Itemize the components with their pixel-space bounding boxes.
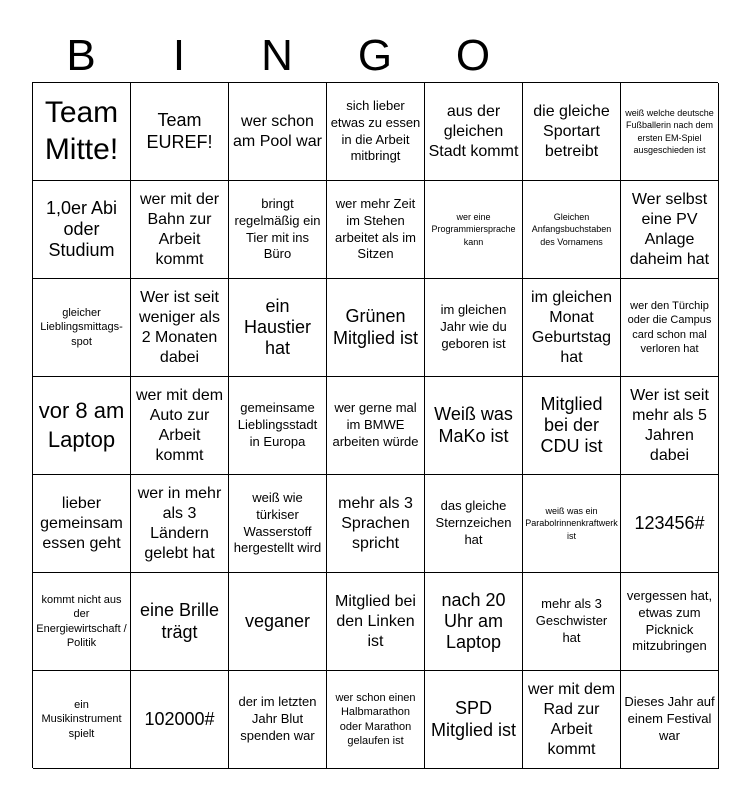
cell-text: die gleiche Sportart betreibt — [533, 102, 610, 160]
bingo-cell[interactable] — [131, 475, 229, 573]
cell-text: wer mehr Zeit im Stehen arbeitet als im Sitzen — [335, 195, 416, 262]
cell-text: 102000# — [144, 708, 215, 729]
cell-text: vergessen hat, etwas zum Picknick mitzubringen — [626, 587, 713, 654]
cell-text: veganer — [244, 610, 311, 631]
cell-text: Team EUREF! — [146, 110, 213, 152]
cell-text: gleicher Lieblingsmittags-spot — [40, 307, 123, 348]
cell-text: aus der gleichen Stadt kommt — [428, 102, 519, 160]
cell-text: Wer ist seit mehr als 5 Jahren dabei — [630, 386, 709, 464]
bingo-cell[interactable] — [229, 671, 327, 769]
header-letter-n: N — [261, 31, 293, 80]
cell-text: mehr als 3 Sprachen spricht — [338, 494, 413, 552]
bingo-cell[interactable] — [131, 83, 229, 181]
bingo-cell[interactable] — [327, 181, 425, 279]
bingo-cell[interactable] — [621, 181, 719, 279]
bingo-cell[interactable] — [327, 279, 425, 377]
cell-text: SPD Mitglied ist — [430, 698, 517, 740]
cell-text: weiß welche deutsche Fußballerin nach dem ersten EM-Spiel ausgeschieden ist — [625, 108, 714, 155]
cell-text: lieber gemeinsam essen geht — [40, 494, 123, 552]
bingo-cell[interactable] — [523, 475, 621, 573]
cell-text: bringt regelmäßig ein Tier mit ins Büro — [234, 195, 321, 262]
cell-text: eine Brille trägt — [139, 600, 220, 642]
cell-text: wer den Türchip oder die Campus card schon mal verloren hat — [627, 299, 712, 355]
bingo-cell[interactable] — [621, 83, 719, 181]
bingo-cell[interactable] — [523, 671, 621, 769]
cell-text: Grünen Mitglied ist — [332, 306, 419, 348]
cell-text: im gleichen Monat Geburtstag hat — [531, 288, 612, 366]
cell-text: im gleichen Jahr wie du geboren ist — [440, 302, 507, 351]
bingo-cell[interactable] — [229, 475, 327, 573]
bingo-cell[interactable] — [523, 377, 621, 475]
bingo-cell[interactable] — [425, 475, 523, 573]
header-letter-b: B — [66, 31, 96, 80]
cell-text: vor 8 am Laptop — [38, 397, 125, 452]
cell-text: 1,0er Abi oder Studium — [45, 197, 118, 261]
bingo-cell[interactable] — [621, 377, 719, 475]
header-letter-o: O — [455, 31, 491, 80]
bingo-cell[interactable] — [621, 671, 719, 769]
bingo-cell[interactable] — [523, 83, 621, 181]
bingo-cell[interactable] — [523, 181, 621, 279]
bingo-cell[interactable] — [33, 377, 131, 475]
bingo-cell[interactable] — [327, 671, 425, 769]
cell-text: wer eine Programmiersprache kann — [431, 212, 516, 247]
cell-text: wer mit dem Auto zur Arbeit kommt — [135, 386, 224, 464]
cell-text: wer mit der Bahn zur Arbeit kommt — [139, 190, 220, 268]
bingo-cell[interactable] — [131, 181, 229, 279]
cell-text: Wer selbst eine PV Anlage daheim hat — [629, 190, 710, 268]
bingo-cell[interactable] — [229, 279, 327, 377]
bingo-cell[interactable] — [425, 671, 523, 769]
bingo-header — [32, 30, 718, 82]
cell-text: 123456# — [634, 512, 705, 533]
bingo-cell[interactable] — [327, 573, 425, 671]
cell-text: sich lieber etwas zu essen in die Arbeit mitbringt — [330, 97, 421, 164]
bingo-cell[interactable] — [33, 573, 131, 671]
cell-text: mehr als 3 Geschwister hat — [535, 596, 608, 645]
cell-text: ein Haustier hat — [243, 295, 312, 359]
bingo-cell[interactable] — [621, 573, 719, 671]
cell-text: ein Musikinstrument spielt — [41, 699, 122, 740]
bingo-cell[interactable] — [523, 573, 621, 671]
bingo-cell[interactable] — [33, 83, 131, 181]
cell-text: Mitglied bei den Linken ist — [335, 592, 416, 650]
cell-text: wer mit dem Rad zur Arbeit kommt — [527, 680, 616, 758]
cell-text: Wer ist seit weniger als 2 Monaten dabei — [139, 288, 220, 366]
bingo-cell[interactable] — [229, 83, 327, 181]
cell-text: Team Mitte! — [44, 95, 119, 166]
cell-text: wer schon am Pool war — [233, 112, 322, 150]
cell-text: der im letzten Jahr Blut spenden war — [238, 694, 317, 743]
cell-text: Gleichen Anfangsbuchstaben des Vornamens — [531, 212, 612, 247]
bingo-cell[interactable] — [425, 377, 523, 475]
cell-text: Weiß was MaKo ist — [434, 404, 513, 446]
cell-text: gemeinsame Lieblingsstadt in Europa — [237, 400, 318, 449]
bingo-cell[interactable] — [425, 83, 523, 181]
cell-text: wer in mehr als 3 Ländern gelebt hat — [137, 484, 222, 562]
bingo-cell[interactable] — [33, 279, 131, 377]
bingo-cell[interactable] — [425, 181, 523, 279]
bingo-cell[interactable] — [229, 573, 327, 671]
header-letter-i: I — [172, 31, 186, 80]
cell-text: Mitglied bei der CDU ist — [540, 393, 603, 457]
bingo-cell[interactable] — [33, 671, 131, 769]
bingo-cell[interactable] — [327, 83, 425, 181]
bingo-cell[interactable] — [131, 573, 229, 671]
cell-text: wer gerne mal im BMWE arbeiten würde — [332, 400, 419, 449]
bingo-cell[interactable] — [523, 279, 621, 377]
header-letter-g: G — [357, 31, 393, 80]
bingo-cell[interactable] — [33, 181, 131, 279]
bingo-cell[interactable] — [229, 181, 327, 279]
cell-text: kommt nicht aus der Energiewirtschaft / Politik — [36, 593, 127, 649]
bingo-cell[interactable] — [425, 573, 523, 671]
bingo-cell[interactable] — [327, 475, 425, 573]
bingo-cell[interactable] — [621, 279, 719, 377]
cell-text: wer schon einen Halbmarathon oder Marathon gelaufen ist — [335, 691, 416, 747]
bingo-board — [32, 82, 718, 768]
bingo-cell[interactable] — [33, 475, 131, 573]
cell-text: weiß was ein Parabolrinnenkraftwerk ist — [525, 506, 618, 541]
bingo-cell[interactable] — [229, 377, 327, 475]
cell-text: Dieses Jahr auf einem Festival war — [624, 694, 715, 743]
bingo-cell[interactable] — [621, 475, 719, 573]
bingo-cell[interactable] — [131, 279, 229, 377]
bingo-cell[interactable] — [425, 279, 523, 377]
cell-text: das gleiche Sternzeichen hat — [435, 498, 512, 547]
bingo-cell[interactable] — [131, 671, 229, 769]
cell-text: weiß wie türkiser Wasserstoff hergestellt wird — [233, 489, 322, 556]
bingo-cell[interactable] — [327, 377, 425, 475]
cell-text: nach 20 Uhr am Laptop — [441, 589, 506, 653]
bingo-cell[interactable] — [131, 377, 229, 475]
